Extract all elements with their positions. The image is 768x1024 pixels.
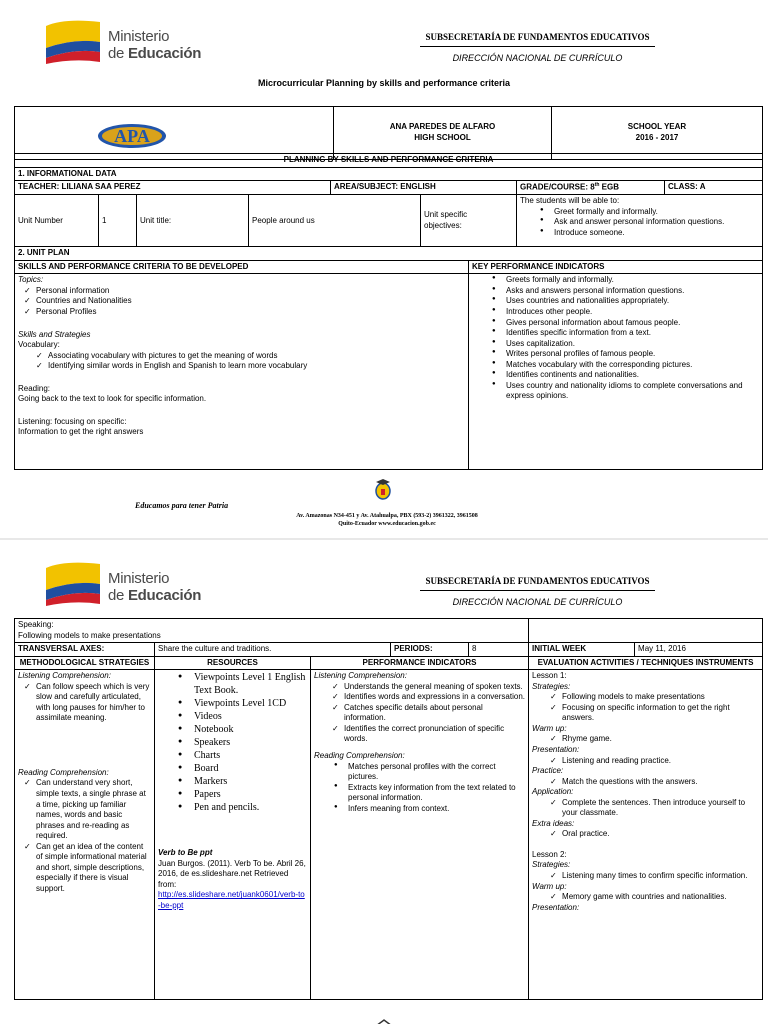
eval-practice-label: Practice:: [532, 766, 564, 776]
listening-line-2: Information to get the right answers: [18, 427, 144, 437]
topics-list: [18, 286, 465, 318]
meth-listening-label: Listening Comprehension:: [18, 671, 111, 681]
unit-number-label: Unit Number: [15, 195, 99, 247]
verb-ppt-title: Verb to Be ppt: [158, 848, 213, 858]
skills-strategies-label: Skills and Strategies: [18, 329, 91, 339]
list-item: ✓ Associating vocabulary with pictures to get the meaning of words: [18, 351, 465, 362]
list-item: ✓ Match the questions with the answers.: [532, 777, 759, 788]
page-header: [420, 576, 655, 607]
kpi-list: [472, 275, 759, 402]
list-item: ✓ Can follow speech which is very slow and carefully articulated, with long pauses for him/her to assimilate meaning.: [18, 682, 151, 724]
subsecretaria-title: SUBSECRETARÍA DE FUNDAMENTOS EDUCATIVOS: [420, 576, 655, 591]
unit-objectives-cell: [517, 195, 763, 247]
eval-l1-warmup: [532, 734, 759, 745]
eval-l1-presentation: [532, 756, 759, 767]
subsecretaria-title: SUBSECRETARÍA DE FUNDAMENTOS EDUCATIVOS: [420, 32, 655, 47]
unit-title-value: People around us: [249, 195, 421, 247]
list-item: ● Uses capitalization.: [472, 339, 759, 350]
periods-label: PERIODS:: [391, 643, 469, 657]
list-item: ✓ Can get an idea of the content of simple informational material and short, simple descriptions, especially if there is visual support.: [18, 842, 151, 895]
list-item: ● Papers: [158, 788, 307, 801]
objectives-intro: The students will be able to:: [520, 196, 620, 206]
skills-cell: [15, 274, 469, 470]
list-item: ✓ Can understand very short, simple texts, a single phrase at a time, picking up familiar names, words and basic phrases and re-reading as required.: [18, 778, 151, 841]
speaking-cell: [15, 619, 529, 643]
listening-line-1: Listening: focusing on specific:: [18, 416, 127, 426]
vocabulary-label: Vocabulary:: [18, 340, 60, 350]
list-item: ✓ Complete the sentences. Then introduce yourself to your classmate.: [532, 798, 759, 819]
col-header-evaluation: EVALUATION ACTIVITIES / TECHNIQUES INSTRUMENTS: [529, 656, 763, 670]
list-item: ✓ Countries and Nationalities: [18, 296, 465, 307]
planning-table: [14, 153, 763, 470]
eval-l2-strategies: [532, 871, 759, 882]
apa-logo-cell: [15, 107, 334, 160]
apa-logo-text: APA: [114, 126, 150, 146]
methodological-cell: [15, 670, 155, 1000]
list-item: ● Uses countries and nationalities appropriately.: [472, 296, 759, 307]
list-item: ● Identifies continents and nationalities.: [472, 370, 759, 381]
list-item: ● Speakers: [158, 736, 307, 749]
direccion-title: DIRECCIÓN NACIONAL DE CURRÍCULO: [452, 597, 623, 607]
list-item: ✓ Following models to make presentations: [532, 692, 759, 703]
initial-week-label: INITIAL WEEK: [529, 643, 635, 657]
planning-title: PLANNING BY SKILLS AND PERFORMANCE CRITERIA: [15, 154, 763, 168]
eval-l1-practice: [532, 777, 759, 788]
list-item: ● Extracts key information from the text related to personal information.: [314, 783, 525, 804]
list-item: ● Videos: [158, 710, 307, 723]
vocabulary-list: [18, 351, 465, 372]
eval-application-label: Application:: [532, 787, 574, 797]
list-item: ● Infers meaning from context.: [314, 804, 525, 815]
transversal-value: Share the culture and traditions.: [155, 643, 391, 657]
eval-presentation-label: Presentation:: [532, 902, 580, 912]
logo-line-1: Ministerio: [108, 28, 170, 45]
initial-week-value: May 11, 2016: [635, 643, 763, 657]
transversal-label: TRANSVERSAL AXES:: [15, 643, 155, 657]
list-item: ✓ Identifies words and expressions in a conversation.: [314, 692, 525, 703]
periods-value: 8: [469, 643, 529, 657]
school-name-1: ANA PAREDES DE ALFARO: [389, 122, 496, 132]
eval-presentation-label: Presentation:: [532, 745, 580, 755]
eval-l1-extra: [532, 829, 759, 840]
ecuador-flag-icon: [44, 560, 102, 606]
resources-cell: [155, 670, 311, 1000]
speaking-label: Speaking:: [18, 620, 54, 629]
class-cell: CLASS: A: [665, 181, 763, 195]
unit-number-value: 1: [99, 195, 137, 247]
col-header-performance: PERFORMANCE INDICATORS: [311, 656, 529, 670]
list-item: ✓ Personal Profiles: [18, 307, 465, 318]
ecuador-crest-icon: [372, 1018, 396, 1024]
list-item: ✓ Catches specific details about personal information.: [314, 703, 525, 724]
list-item: ● Identifies specific information from a text.: [472, 328, 759, 339]
list-item: ● Notebook: [158, 723, 307, 736]
list-item: ● Viewpoints Level 1CD: [158, 697, 307, 710]
list-item: ✓ Identifies the correct pronunciation of specific words.: [314, 724, 525, 745]
area-cell: AREA/SUBJECT: ENGLISH: [331, 181, 517, 195]
unit-objectives-label: Unit specific objectives:: [421, 195, 517, 247]
list-item: ✓ Personal information: [18, 286, 465, 297]
list-item: ● Board: [158, 762, 307, 775]
list-item: ● Matches personal profiles with the correct pictures.: [314, 762, 525, 783]
performance-cell: [311, 670, 529, 1000]
meth-reading-label: Reading Comprehension:: [18, 767, 109, 777]
meth-reading-list: [18, 778, 151, 894]
ministerio-logo: [44, 560, 209, 608]
list-item: ✓ Understands the general meaning of spoken texts.: [314, 682, 525, 693]
verb-ppt-citation: Juan Burgos. (2011). Verb To be. Abril 26, 2016, de es.slideshare.net Retrieved from:: [158, 858, 306, 889]
school-header-table: [14, 106, 763, 160]
list-item: ✓ Focusing on specific information to get the right answers.: [532, 703, 759, 724]
verb-ppt-link[interactable]: http://es.slideshare.net/juank0601/verb-to-be-ppt: [158, 890, 305, 910]
list-item: ● Introduces other people.: [472, 307, 759, 318]
footer-address: Av. Amazonas N34-451 y Av. Atahualpa, PBX (593-2) 3961322, 3961508 Quito-Ecuador www.educacion.gob.ec: [296, 513, 478, 528]
col-header-resources: RESOURCES: [155, 656, 311, 670]
list-item: ● Viewpoints Level 1 English Text Book.: [158, 671, 307, 697]
list-item: ✓ Memory game with countries and nationalities.: [532, 892, 759, 903]
school-year-value: 2016 - 2017: [635, 132, 679, 142]
list-item: ✓ Identifying similar words in English and Spanish to learn more vocabulary: [18, 361, 465, 372]
resources-list: [158, 671, 307, 814]
page-title: Microcurricular Planning by skills and performance criteria: [257, 78, 511, 88]
eval-l1-strategies: [532, 692, 759, 724]
evaluation-cell: [529, 670, 763, 1000]
ministerio-logo: [44, 18, 209, 66]
list-item: ✓ Listening and reading practice.: [532, 756, 759, 767]
list-item: ✓ Listening many times to confirm specific information.: [532, 871, 759, 882]
empty-cell: [529, 619, 763, 643]
page-header: [420, 32, 655, 63]
kpi-cell: [469, 274, 763, 470]
logo-line-1: Ministerio: [108, 570, 170, 587]
logo-line-2: de Educación: [108, 45, 202, 62]
informational-data-heading: 1. INFORMATIONAL DATA: [15, 167, 763, 181]
speaking-text: Following models to make presentations: [18, 630, 161, 640]
list-item: ● Ask and answer personal information questions.: [520, 217, 759, 228]
eval-warmup-label: Warm up:: [532, 723, 567, 733]
list-item: ● Markers: [158, 775, 307, 788]
list-item: ● Charts: [158, 749, 307, 762]
list-item: ● Introduce someone.: [520, 228, 759, 239]
list-item: ● Pen and pencils.: [158, 801, 307, 814]
list-item: ✓ Rhyme game.: [532, 734, 759, 745]
objectives-list: [520, 207, 759, 239]
logo-line-2: de Educación: [108, 587, 202, 604]
list-item: ● Gives personal information about famous people.: [472, 318, 759, 329]
meth-listening-list: [18, 682, 151, 724]
list-item: ● Uses country and nationality idioms to complete conversations and express opinions.: [472, 381, 759, 402]
perf-listening-label: Listening Comprehension:: [314, 671, 407, 681]
eval-l2-warmup: [532, 892, 759, 903]
unit-plan-heading: 2. UNIT PLAN: [15, 247, 763, 261]
col-header-methodological: METHODOLOGICAL STRATEGIES: [15, 656, 155, 670]
perf-reading-list: [314, 762, 525, 815]
eval-extra-label: Extra ideas:: [532, 818, 575, 828]
ecuador-crest-icon: [372, 478, 394, 502]
list-item: ● Greets formally and informally.: [472, 275, 759, 286]
eval-strategies-label: Strategies:: [532, 681, 571, 691]
list-item: ● Greet formally and informally.: [520, 207, 759, 218]
reading-label: Reading:: [18, 383, 51, 393]
grade-cell: GRADE/COURSE: 8th EGB: [517, 181, 665, 195]
direccion-title: DIRECCIÓN NACIONAL DE CURRÍCULO: [452, 53, 623, 63]
footer-motto: Educamos para tener Patria: [135, 501, 229, 510]
eval-lesson1: Lesson 1:: [532, 671, 567, 681]
skills-header: SKILLS AND PERFORMANCE CRITERIA TO BE DEVELOPED: [15, 260, 469, 274]
ecuador-flag-icon: [44, 18, 102, 64]
eval-lesson2: Lesson 2:: [532, 849, 567, 859]
eval-l1-application: [532, 798, 759, 819]
lesson-plan-table: [14, 618, 763, 1000]
unit-title-label: Unit title:: [137, 195, 249, 247]
list-item: ● Writes personal profiles of famous people.: [472, 349, 759, 360]
eval-strategies-label: Strategies:: [532, 860, 571, 870]
list-item: ✓ Oral practice.: [532, 829, 759, 840]
kpi-header: KEY PERFORMANCE INDICATORS: [469, 260, 763, 274]
list-item: ● Matches vocabulary with the corresponding pictures.: [472, 360, 759, 371]
apa-logo: [96, 114, 168, 154]
reading-text: Going back to the text to look for specific information.: [18, 394, 207, 404]
school-year-label: SCHOOL YEAR: [627, 122, 687, 132]
teacher-cell: TEACHER: LILIANA SAA PEREZ: [15, 181, 331, 195]
document-page-2: [0, 540, 768, 1024]
school-year-cell: [552, 107, 763, 160]
school-name-cell: [334, 107, 552, 160]
school-name-2: HIGH SCHOOL: [414, 132, 471, 142]
perf-reading-label: Reading Comprehension:: [314, 751, 405, 761]
list-item: ● Asks and answers personal information questions.: [472, 286, 759, 297]
perf-listening-list: [314, 682, 525, 745]
eval-warmup-label: Warm up:: [532, 881, 567, 891]
topics-label: Topics:: [18, 275, 44, 285]
